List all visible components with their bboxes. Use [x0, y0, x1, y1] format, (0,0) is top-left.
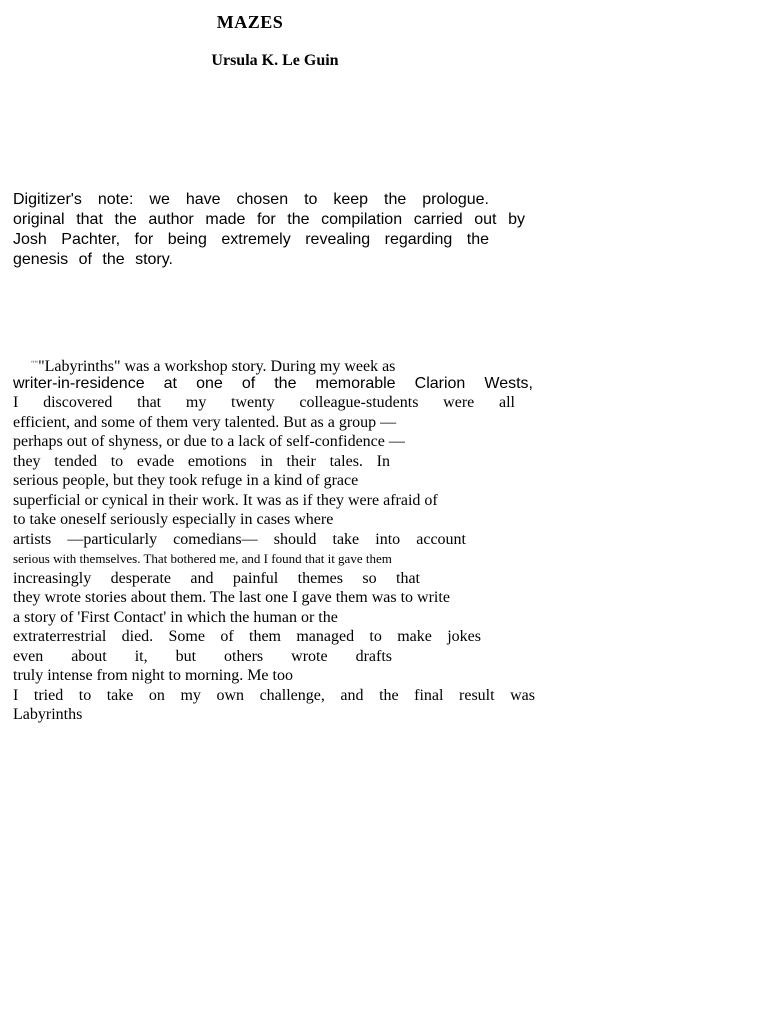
prologue-line: serious people, but they took refuge in a kind of grace — [13, 472, 359, 489]
prologue-line: they wrote stories about them. The last one I gave them was to write — [13, 589, 450, 606]
note-line: genesis of the story. — [13, 251, 173, 268]
prologue-line: increasingly desperate and painful themes so that — [13, 569, 420, 587]
prologue-line: truly intense from night to morning. Me too — [13, 667, 293, 684]
prologue-line: serious with themselves. That bothered me, and I found that it gave them — [13, 551, 392, 566]
prologue-line: artists —particularly comedians— should take into account — [13, 530, 466, 548]
prologue-text — [13, 354, 535, 725]
prologue-line: I tried to take on my own challenge, and the final result was — [13, 686, 535, 704]
prologue-line: efficient, and some of them very talented. But as a group — — [13, 413, 397, 431]
document-title: MAZES — [216, 12, 284, 32]
prologue-line: to take oneself seriously especially in cases where — [13, 511, 334, 528]
document-author: Ursula K. Le Guin — [211, 52, 339, 69]
prologue-line-text: "Labyrinths" was a workshop story. During my week as — [38, 358, 396, 375]
prologue-line: Labyrinths — [13, 706, 83, 723]
prologue-line: I discovered that my twenty colleague-students were all — [13, 394, 515, 411]
note-line: original that the author made for the compilation carried out by — [13, 211, 525, 228]
prologue-line: even about it, but others wrote drafts — [13, 647, 392, 665]
opening-quote-mark: ““ — [31, 359, 39, 368]
prologue-line: superficial or cynical in their work. It was as if they were afraid of — [13, 491, 438, 509]
prologue-line: perhaps out of shyness, or due to a lack of self-confidence — — [13, 433, 405, 450]
digitizer-note — [13, 190, 525, 270]
note-line: Josh Pachter, for being extremely revealing regarding the — [13, 231, 489, 248]
prologue-line: a story of 'First Contact' in which the human or the — [13, 608, 338, 626]
prologue-line: they tended to evade emotions in their tales. In — [13, 452, 390, 470]
prologue-line: extraterrestrial died. Some of them managed to make jokes — [13, 628, 481, 645]
prologue-line — [13, 354, 535, 374]
prologue-line: writer-in-residence at one of the memorable Clarion Wests, — [13, 374, 533, 392]
note-line: Digitizer's note: we have chosen to keep the prologue. — [13, 191, 489, 208]
